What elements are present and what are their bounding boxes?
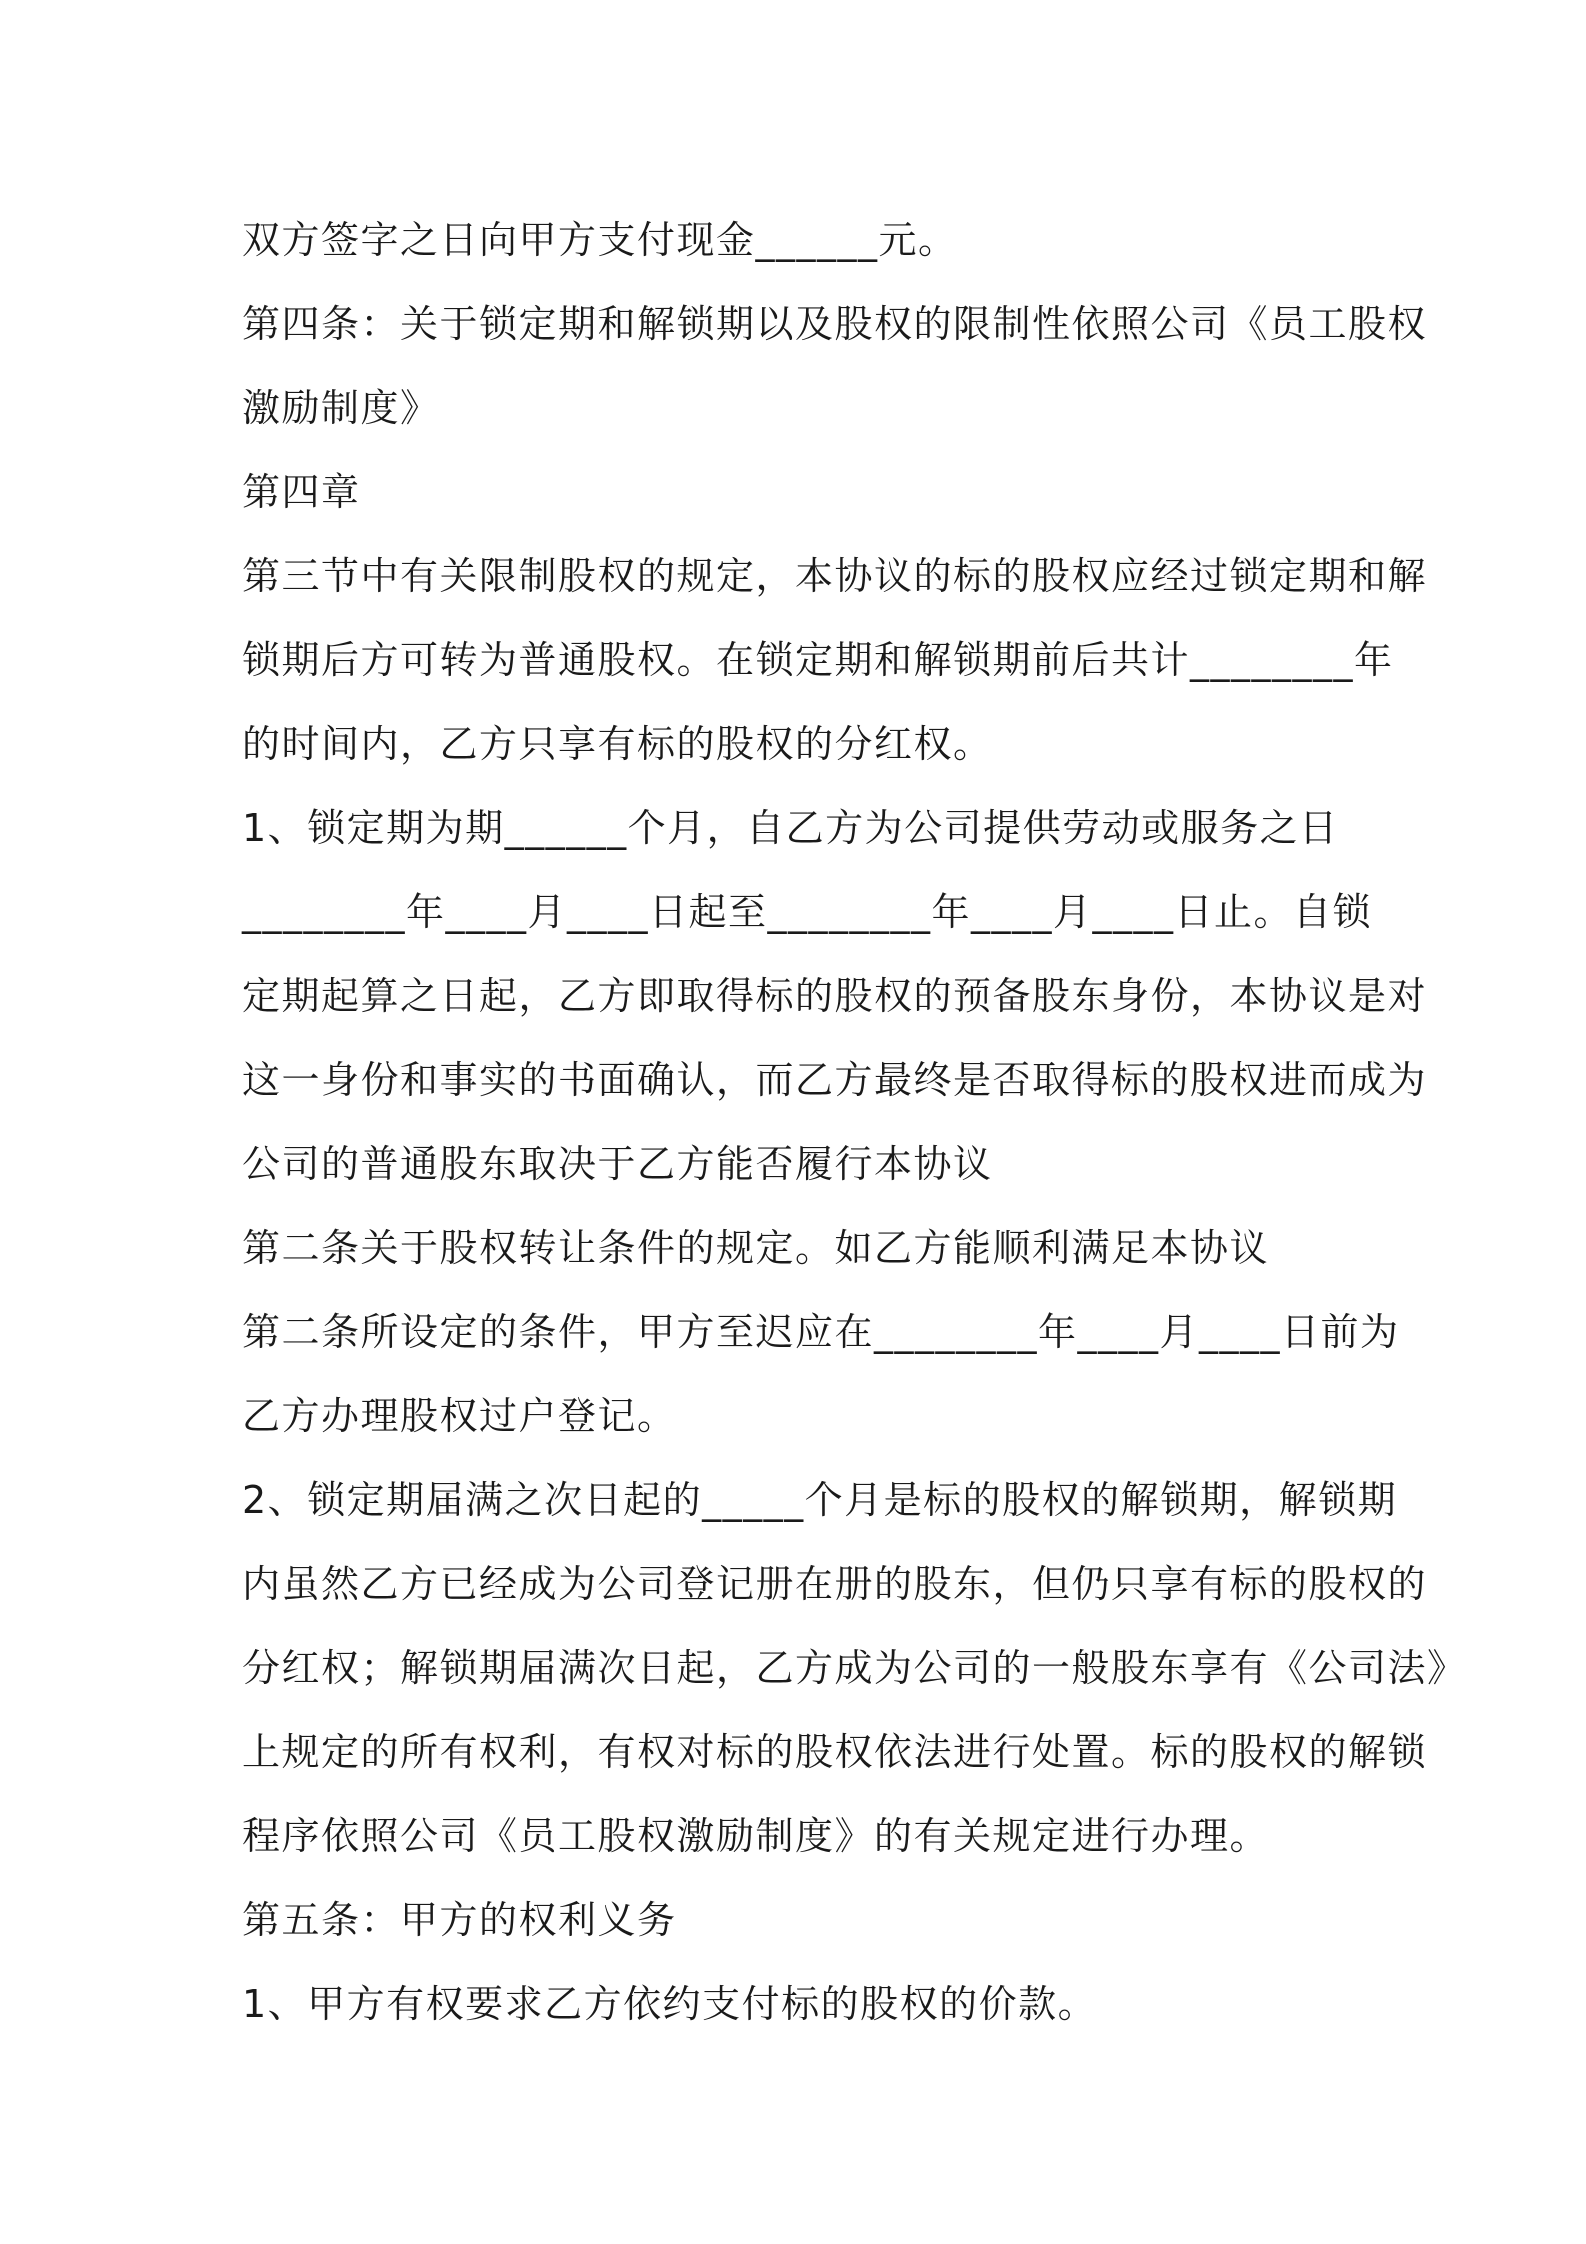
chapter-heading: 第四章 [242,470,361,514]
text-line: 激励制度》 [242,386,440,430]
text-line: 内虽然乙方已经成为公司登记册在册的股东，但仍只享有标的股权的 [242,1562,1428,1606]
text-line: 上规定的所有权利，有权对标的股权依法进行处置。标的股权的解锁 [242,1730,1428,1774]
text-line: 程序依照公司《员工股权激励制度》的有关规定进行办理。 [242,1814,1270,1858]
text-line: 公司的普通股东取决于乙方能否履行本协议 [242,1142,993,1186]
text-line: 锁期后方可转为普通股权。在锁定期和解锁期前后共计________年 [242,638,1394,682]
text-line: 第二条关于股权转让条件的规定。如乙方能顺利满足本协议 [242,1226,1270,1270]
text-line: 乙方办理股权过户登记。 [242,1394,677,1438]
text-line: 第二条所设定的条件，甲方至迟应在________年____月____日前为 [242,1310,1400,1354]
list-item: 2、锁定期届满之次日起的_____个月是标的股权的解锁期，解锁期 [242,1478,1398,1522]
text-line: 双方签字之日向甲方支付现金______元。 [242,218,958,262]
document-page [242,198,1467,2046]
text-line: 这一身份和事实的书面确认，而乙方最终是否取得标的股权进而成为 [242,1058,1428,1102]
list-item: 1、甲方有权要求乙方依约支付标的股权的价款。 [242,1982,1098,2026]
article-heading: 第五条：甲方的权利义务 [242,1898,677,1942]
text-line: 第三节中有关限制股权的规定，本协议的标的股权应经过锁定期和解 [242,554,1428,598]
article-heading: 第四条：关于锁定期和解锁期以及股权的限制性依照公司《员工股权 [242,302,1428,346]
list-item: 1、锁定期为期______个月，自乙方为公司提供劳动或服务之日 [242,806,1339,850]
text-line: ________年____月____日起至________年____月____日止。自锁 [242,890,1373,934]
text-line: 的时间内，乙方只享有标的股权的分红权。 [242,722,993,766]
text-line: 定期起算之日起，乙方即取得标的股权的预备股东身份，本协议是对 [242,974,1428,1018]
text-line: 分红权；解锁期届满次日起，乙方成为公司的一般股东享有《公司法》 [242,1646,1467,1690]
